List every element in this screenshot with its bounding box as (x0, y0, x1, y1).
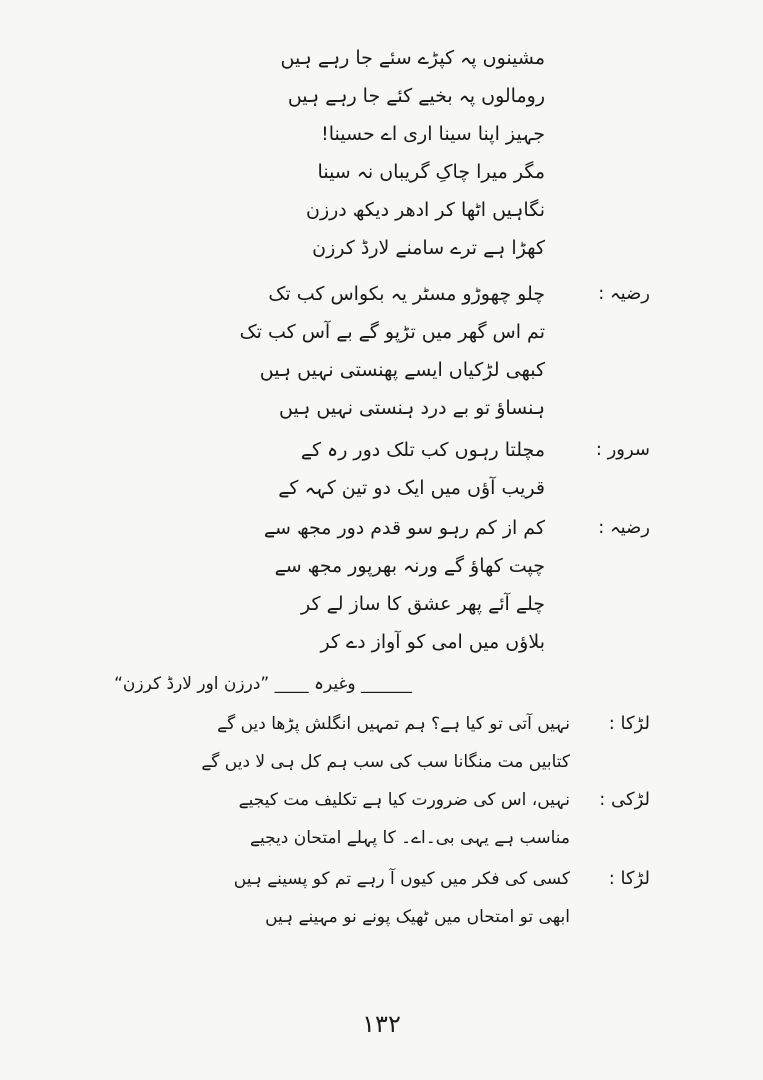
section-heading: ______ وغیرہ ____ ”درزن اور لارڈ کرزن“ (114, 674, 412, 694)
dialogue-line: مچلتا رہوں کب تلک دور رہ کے (300, 439, 545, 461)
dialogue-line: قریب آؤں میں ایک دو تین کہہ کے (278, 477, 545, 499)
dialogue-line: چلے آئے پھر عشق کا ساز لے کر (301, 593, 545, 615)
dialogue-line: بلاؤں میں امی کو آواز دے کر (320, 631, 545, 653)
dialogue-line: کم از کم رہو سو قدم دور مجھ سے (263, 517, 545, 539)
dialogue-line: تم اس گھر میں تڑپو گے بے آس کب تک (239, 321, 545, 343)
speaker-label: رضیہ : (598, 517, 650, 538)
poem-line: رومالوں پہ بخیے کئے جا رہے ہیں (287, 85, 545, 107)
dialogue-line: کبھی لڑکیاں ایسے پھنستی نہیں ہیں (259, 359, 545, 381)
poem-line: مگر میرا چاکِ گریباں نہ سینا (317, 161, 545, 183)
dialogue-line: ابھی تو امتحاں میں ٹھیک پونے نو مہینے ہیں (265, 907, 570, 927)
dialogue-line: مناسب ہے یہی بی۔اے۔ کا پہلے امتحان دیجیے (250, 828, 570, 848)
dialogue-line: چپت کھاؤ گے ورنہ بھرپور مجھ سے (274, 555, 545, 577)
dialogue-line: نہیں آتی تو کیا ہے؟ ہم تمہیں انگلش پڑھا دیں گے (217, 714, 570, 734)
dialogue-line: ہنساؤ تو بے درد ہنستی نہیں ہیں (279, 397, 545, 419)
speaker-label: لڑکا : (608, 868, 650, 889)
dialogue-line: نہیں، اس کی ضرورت کیا ہے تکلیف مت کیجیے (238, 790, 570, 810)
speaker-label: لڑکا : (608, 713, 650, 734)
poem-line: نگاہیں اٹھا کر ادھر دیکھ درزن (306, 199, 545, 221)
page-number: ۱۳۲ (362, 1010, 401, 1038)
poem-line: مشینوں پہ کپڑے سئے جا رہے ہیں (280, 47, 545, 69)
poem-line: جہیز اپنا سینا اری اے حسینا! (321, 123, 545, 145)
dialogue-line: چلو چھوڑو مسٹر یہ بکواس کب تک (268, 283, 545, 305)
speaker-label: لڑکی : (599, 789, 650, 810)
speaker-label: رضیہ : (598, 283, 650, 304)
dialogue-line: کتابیں مت منگانا سب کی سب ہم کل ہی لا دیں گے (201, 752, 570, 772)
speaker-label: سرور : (595, 439, 650, 460)
poem-line: کھڑا ہے ترے سامنے لارڈ کرزن (312, 237, 545, 259)
dialogue-line: کسی کی فکر میں کیوں آ رہے تم کو پسینے ہیں (233, 869, 570, 889)
